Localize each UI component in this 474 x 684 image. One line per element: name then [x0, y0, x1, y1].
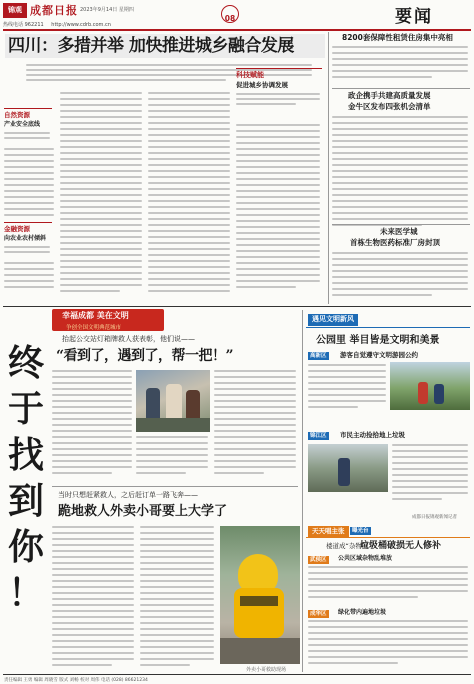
col-body-1 [308, 566, 470, 606]
column-divider [328, 32, 329, 304]
masthead-left-tag: 锦观 [3, 3, 27, 18]
vertical-char: 于 [7, 388, 44, 430]
civ-source: 成都日报锦观新闻记者 [412, 515, 457, 520]
left-col-text-2 [4, 262, 56, 302]
feature-story1-photo [136, 370, 210, 432]
divider [332, 88, 470, 89]
feature-banner-subtitle: 争创全国文明典范城市 [66, 325, 122, 331]
feature-banner-title: 幸福成都 美在文明 [62, 311, 129, 320]
civ-sub-headline-1: 游客自觉遵守文明游园公约 [340, 351, 418, 359]
side-box-2-title: 金融资源 [4, 225, 30, 233]
civilization-main-headline: 公园里 举目皆是文明和美景 [316, 335, 440, 346]
vertical-title [6, 340, 46, 616]
story1-headline: 8200套保障性租赁住房集中亮相 [342, 33, 453, 42]
side-box-1-subtitle: 产业安全底线 [4, 121, 41, 128]
column-panel-headline: 垃圾桶破损无人修补 [360, 541, 442, 551]
civ-tag-2: 锦江区 [310, 433, 327, 439]
civ-tag-1: 高新区 [310, 353, 327, 359]
feature-story2-photo [220, 526, 300, 664]
page-number: 08 [224, 14, 236, 23]
feature-story2-body-a [52, 526, 136, 672]
footer-text: 责任编辑 王勇 编辑 周晓雪 版式 刘畅 校对 周伟 电话 (028) 86621234 [4, 678, 148, 683]
side-box-2 [4, 222, 52, 258]
civ-body-1 [308, 364, 388, 424]
lead-body-col-4 [236, 124, 322, 300]
vertical-char: ！ [7, 572, 44, 614]
side-box-1 [4, 108, 52, 144]
col-tag-2: 成华区 [310, 611, 327, 617]
feature-story2-kicker: 当时只想赶紧救人，之后赶订单一路飞奔—— [58, 491, 198, 499]
civ-body-2 [392, 444, 470, 514]
hotline [3, 21, 111, 28]
website-text: http://www.cdrb.com.cn [51, 22, 111, 28]
feature-story2-headline: 跪地救人外卖小哥要上大学了 [58, 504, 228, 519]
col-tag-1: 武侯区 [310, 557, 327, 563]
divider [52, 486, 298, 487]
vertical-char: 你 [7, 526, 44, 568]
center-box-subtitle: 促进城乡协调发展 [236, 81, 288, 89]
col-item-1: 公共区域杂物乱堆放 [338, 555, 393, 562]
section-label: 要闻 [395, 7, 433, 27]
footer-rule [3, 674, 471, 675]
column-divider [302, 310, 303, 672]
story2-body [332, 116, 470, 234]
side-box-1-title: 自然资源 [4, 111, 30, 119]
page-number-badge [221, 5, 239, 23]
story2-headline-1: 政企携手共建高质量发展 [348, 91, 431, 100]
hotline-text: 热线电话 962211 [3, 22, 44, 28]
feature-story1-body-b [136, 436, 210, 480]
paper-name: 成都日报 [30, 4, 78, 17]
column-panel-sub-headline: 楼道成“杂物间” [326, 542, 372, 550]
lead-body-col-3 [148, 92, 232, 298]
story1-body [332, 46, 470, 86]
date-line: 2023年9月14日 星期四 [80, 7, 134, 13]
story3-headline-1: 未来医学城 [380, 227, 418, 236]
lead-body-col-2 [60, 92, 144, 298]
masthead-rule [3, 29, 471, 31]
center-box-title: 科技赋能 [236, 71, 264, 79]
story2-headline-2: 金牛区发布四张机会清单 [348, 102, 431, 111]
section-rule [3, 306, 471, 307]
side-box-2-subtitle: 向农业农村倾斜 [4, 235, 47, 242]
civ-photo-1 [390, 362, 470, 410]
feature-story2-body-b [140, 526, 216, 672]
story3-body [332, 252, 470, 304]
civ-sub-headline-2: 市民主动捡拾地上垃圾 [340, 431, 405, 439]
col-item-2: 绿化带内遍地垃圾 [338, 609, 387, 616]
civ-photo-2 [308, 444, 388, 492]
center-box [236, 68, 322, 120]
feature-story1-headline: “看到了，遇到了，帮一把！” [56, 348, 234, 364]
story3-headline-2: 首栋生物医药标准厂房封顶 [350, 238, 440, 247]
col-body-2 [308, 620, 470, 670]
feature-story1-body-a [52, 370, 134, 480]
vertical-char: 到 [7, 480, 44, 522]
feature-story1-kicker: 抬起公交站灯箱牌救人获表彰，他们说—— [62, 335, 195, 343]
civilization-panel-title: 遇见文明新风 [308, 314, 358, 326]
vertical-char: 终 [7, 342, 44, 384]
column-panel-tag: 曝光台 [352, 528, 369, 534]
feature-photo-caption: 外卖小哥救助现场 [246, 667, 287, 673]
vertical-char: 找 [7, 434, 44, 476]
divider [332, 224, 470, 225]
lead-headline-text: 四川：多措并举 加快推进城乡融合发展 [8, 36, 294, 56]
column-panel-title: 天天唱主张 [308, 526, 349, 537]
feature-story1-body-c [214, 370, 298, 480]
